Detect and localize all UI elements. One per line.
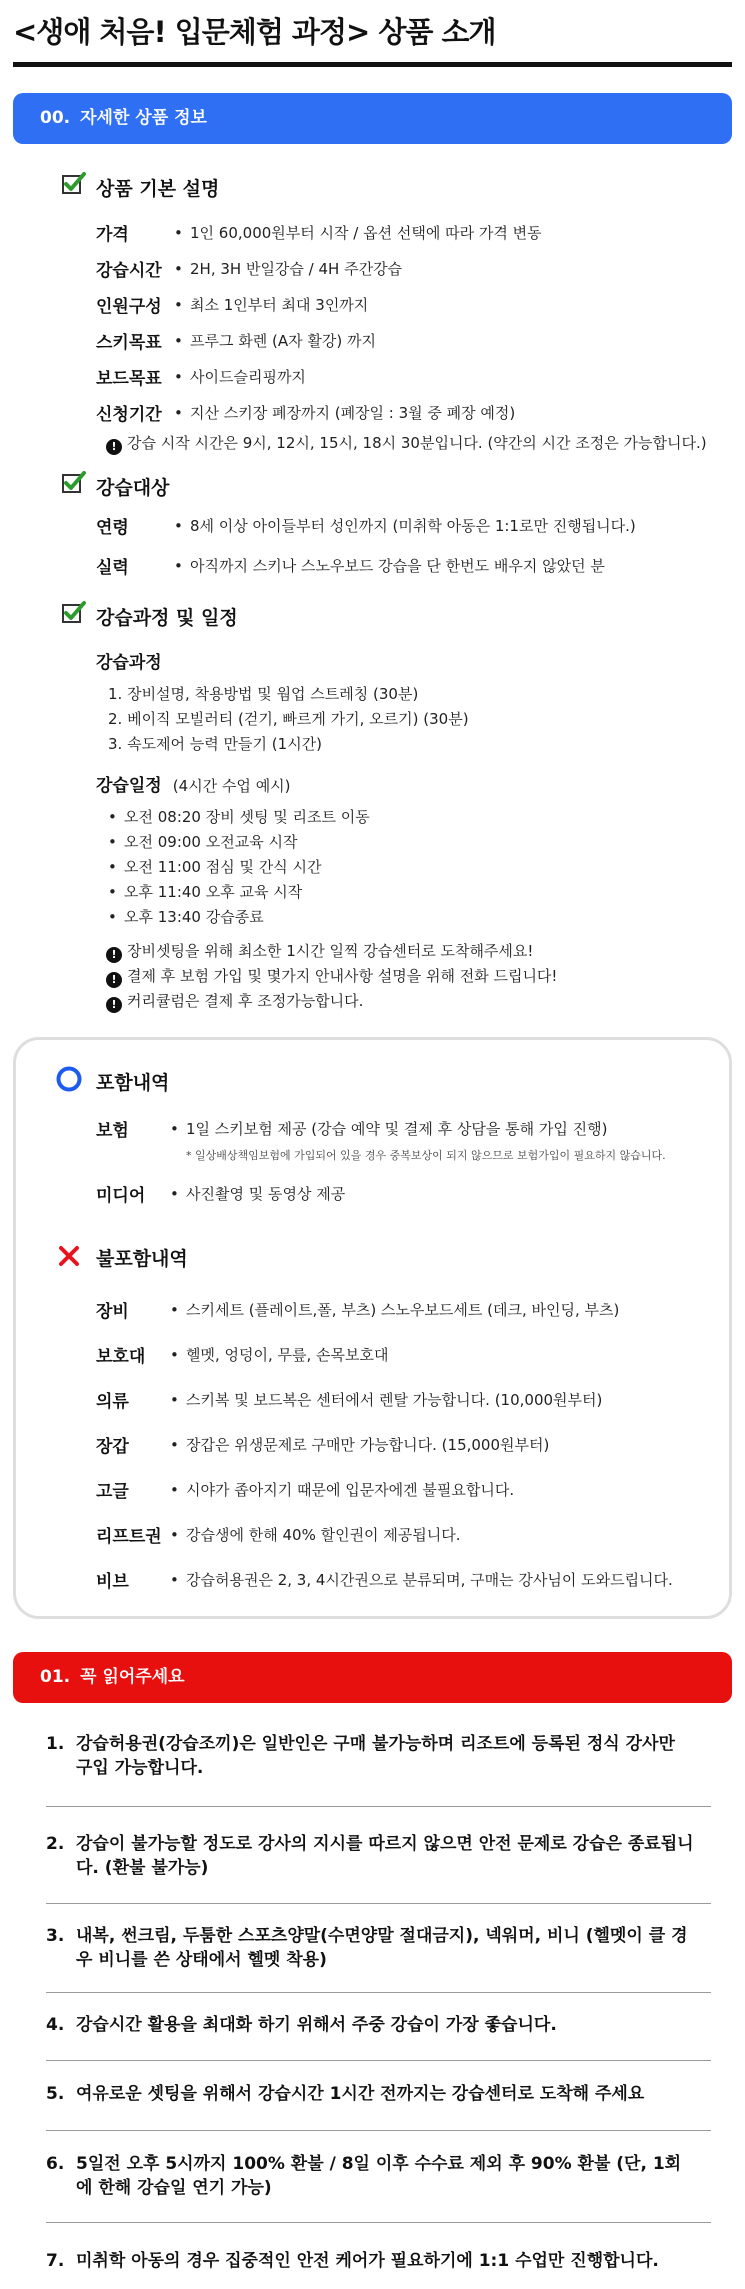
row-key-ski-goal: 스키목표 [96, 333, 162, 353]
checkbox-checked-icon [61, 470, 86, 495]
row-value-group: • 최소 1인부터 최대 3인까지 [174, 294, 368, 315]
process-item: 1. 장비설명, 착용방법 및 웜업 스트레칭 (30분) [108, 685, 419, 703]
exclamation-icon: ! [106, 947, 122, 963]
checkbox-checked-icon [61, 171, 86, 196]
x-mark-icon [57, 1244, 81, 1268]
notice-divider [46, 2130, 711, 2131]
section-01-header [13, 1652, 732, 1703]
title-divider [13, 62, 732, 67]
row-value-clothing: • 스키복 및 보드복은 센터에서 렌탈 가능합니다. (10,000원부터) [170, 1389, 602, 1410]
row-key-goggles: 고글 [96, 1482, 129, 1502]
row-value-age: • 8세 이상 아이들부터 성인까지 (미취학 아동은 1:1로만 진행됩니다.) [174, 515, 636, 536]
schedule-title: 강습일정 [96, 776, 162, 796]
excludes-heading: 불포함내역 [96, 1248, 188, 1270]
exclamation-icon: ! [106, 439, 122, 455]
row-value-media: • 사진촬영 및 동영상 제공 [170, 1183, 345, 1204]
row-key-age: 연령 [96, 518, 129, 538]
schedule-item: • 오전 08:20 장비 셋팅 및 리조트 이동 [108, 806, 370, 827]
row-key-protector: 보호대 [96, 1347, 146, 1367]
row-key-media: 미디어 [96, 1186, 146, 1206]
row-value-ski-goal: • 프루그 화렌 (A자 활강) 까지 [174, 330, 376, 351]
row-value-insurance: • 1일 스키보험 제공 (강습 예약 및 결제 후 상담을 통해 가입 진행) [170, 1118, 607, 1139]
schedule-item: • 오전 11:00 점심 및 간식 시간 [108, 856, 321, 877]
notice-divider [46, 1903, 711, 1904]
section-01-title: 꼭 읽어주세요 [80, 1667, 185, 1687]
notice-item: 1. 강습허용권(강습조끼)은 일반인은 구매 불가능하며 리조트에 등록된 정식 강사만 구입 가능합니다. [46, 1734, 675, 1778]
row-key-apply-period: 신청기간 [96, 405, 162, 425]
row-key-skill: 실력 [96, 558, 129, 578]
row-value-protector: • 헬멧, 엉덩이, 무릎, 손목보호대 [170, 1344, 389, 1365]
row-key-price: 가격 [96, 225, 129, 245]
checkbox-checked-icon [61, 600, 86, 625]
process-title: 강습과정 [96, 653, 162, 673]
row-value-apply-period: • 지산 스키장 폐장까지 (폐장일 : 3월 중 폐장 예정) [174, 402, 515, 423]
course-note: ! 결제 후 보험 가입 및 몇가지 안내사항 설명을 위해 전화 드립니다! [106, 965, 557, 988]
notice-item: 3. 내복, 썬크림, 두툼한 스포츠양말(수면양말 절대금지), 넥워머, 비니 (헬멧이 클 경우 비니를 쓴 상태에서 헬멧 착용) [46, 1926, 688, 1970]
section-01-number: 01. [40, 1667, 71, 1687]
course-note: ! 장비셋팅을 위해 최소한 1시간 일찍 강습센터로 도착해주세요! [106, 940, 533, 963]
row-key-equipment: 장비 [96, 1302, 129, 1322]
row-key-insurance: 보험 [96, 1121, 129, 1141]
notice-divider [46, 1806, 711, 1807]
course-heading: 강습과정 및 일정 [96, 607, 238, 629]
row-key-bib: 비브 [96, 1572, 129, 1592]
row-key-board-goal: 보드목표 [96, 369, 162, 389]
notice-item: 6. 5일전 오후 5시까지 100% 환불 / 8일 이후 수수료 제외 후 90% 환불 (단, 1회에 한해 강습일 연기 가능) [46, 2154, 682, 2198]
exclamation-icon: ! [106, 972, 122, 988]
notice-item: 4. 강습시간 활용을 최대화 하기 위해서 주중 강습이 가장 좋습니다. [46, 2015, 557, 2035]
section-00-number: 00. [40, 108, 71, 128]
row-value-bib: • 강습허용권은 2, 3, 4시간권으로 분류되며, 구매는 강사님이 도와드립니다. [170, 1569, 673, 1590]
schedule-title-row [96, 771, 291, 796]
schedule-subtitle: (4시간 수업 예시) [172, 777, 291, 795]
process-item: 3. 속도제어 능력 만들기 (1시간) [108, 735, 323, 753]
exclamation-icon: ! [106, 997, 122, 1013]
row-value-equipment: • 스키세트 (플레이트,폴, 부츠) 스노우보드세트 (데크, 바인딩, 부츠) [170, 1299, 619, 1320]
notice-divider [46, 2222, 711, 2223]
section-00-header [13, 93, 732, 144]
schedule-item: • 오후 13:40 강습종료 [108, 906, 264, 927]
section-00-title: 자세한 상품 정보 [80, 108, 207, 128]
row-value-lesson-time: • 2H, 3H 반일강습 / 4H 주간강습 [174, 258, 402, 279]
notice-divider [46, 1992, 711, 1993]
notice-divider [46, 2060, 711, 2061]
row-value-gloves: • 장갑은 위생문제로 구매만 가능합니다. (15,000원부터) [170, 1434, 549, 1455]
insurance-subnote: * 일상배상책임보험에 가입되어 있을 경우 중복보상이 되지 않으므로 보험가입이 필요하지 않습니다. [186, 1149, 666, 1162]
row-key-clothing: 의류 [96, 1392, 129, 1412]
notice-item: 7. 미취학 아동의 경우 집중적인 안전 케어가 필요하기에 1:1 수업만 진행합니다. [46, 2251, 659, 2271]
row-value-price: • 1인 60,000원부터 시작 / 옵션 선택에 따라 가격 변동 [174, 222, 542, 243]
row-value-goggles: • 시야가 좁아지기 때문에 입문자에겐 불필요합니다. [170, 1479, 514, 1500]
row-value-skill: • 아직까지 스키나 스노우보드 강습을 단 한번도 배우지 않았던 분 [174, 555, 605, 576]
notice-item: 2. 강습이 불가능할 정도로 강사의 지시를 따르지 않으면 안전 문제로 강습은 종료됩니다. (환불 불가능) [46, 1834, 694, 1878]
includes-heading: 포함내역 [96, 1072, 170, 1094]
process-item: 2. 베이직 모빌러티 (걷기, 빠르게 가기, 오르기) (30분) [108, 710, 469, 728]
course-note: ! 커리큘럼은 결제 후 조정가능합니다. [106, 990, 363, 1013]
row-value-board-goal: • 사이드슬리핑까지 [174, 366, 306, 387]
basic-heading: 상품 기본 설명 [96, 178, 220, 200]
row-value-lift-ticket: • 강습생에 한해 40% 할인권이 제공됩니다. [170, 1524, 461, 1545]
row-key-gloves: 장갑 [96, 1437, 129, 1457]
page-title: <생애 처음! 입문체험 과정> 상품 소개 [13, 15, 496, 49]
circle-icon [55, 1065, 83, 1093]
notice-item: 5. 여유로운 셋팅을 위해서 강습시간 1시간 전까지는 강습센터로 도착해 주세요 [46, 2084, 645, 2104]
row-key-lesson-time: 강습시간 [96, 261, 162, 281]
target-heading: 강습대상 [96, 477, 170, 499]
basic-note: ! 강습 시작 시간은 9시, 12시, 15시, 18시 30분입니다. (약간의 시간 조정은 가능합니다.) [106, 432, 707, 455]
row-key-lift-ticket: 리프트권 [96, 1527, 162, 1547]
schedule-item: • 오후 11:40 오후 교육 시작 [108, 881, 302, 902]
schedule-item: • 오전 09:00 오전교육 시작 [108, 831, 297, 852]
row-key-group: 인원구성 [96, 297, 162, 317]
